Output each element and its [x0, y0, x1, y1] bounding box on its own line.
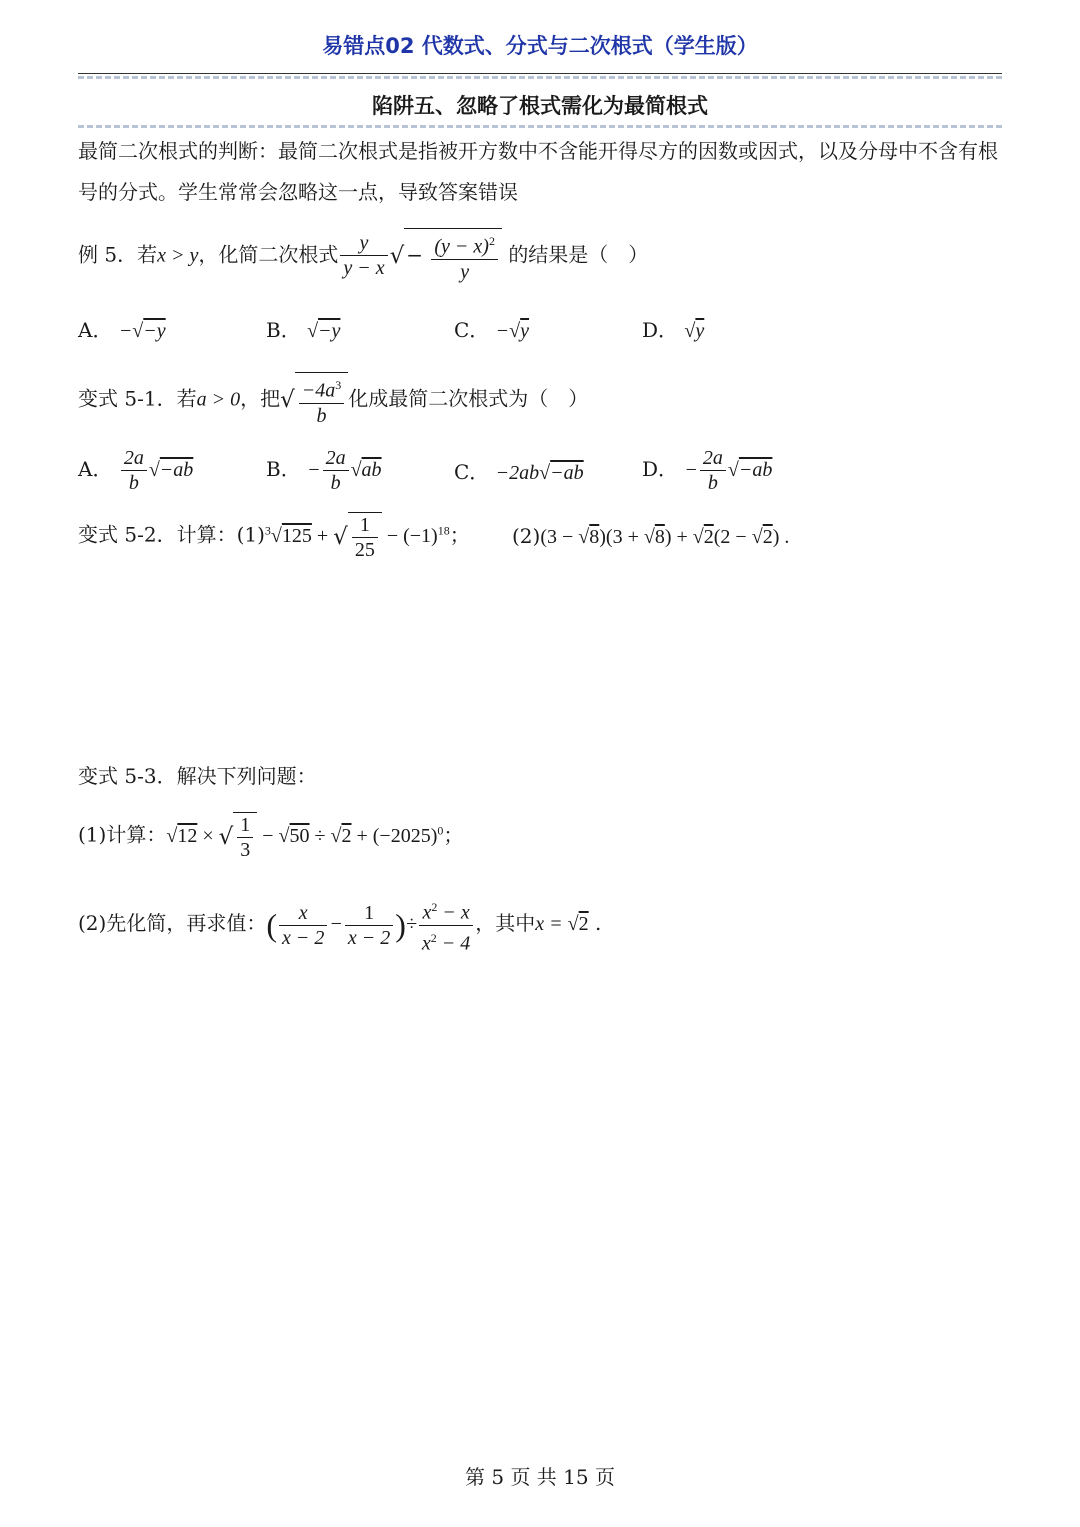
q2-math: ( $\frac{x}{x - 2}$ − $\frac{1}{x - 2}$ )÷ $\frac{x^2 - x}{x^2 - 4}$: [266, 913, 475, 935]
dashed-divider-bottom: [78, 125, 1002, 128]
intro-paragraph: 最简二次根式的判断：最简二次根式是指被开方数中不含能开得尽方的因数或因式，以及分母中不含有根号的分式。学生常常会忽略这一点，导致答案错误: [78, 139, 998, 204]
dashed-divider-top: [78, 76, 1002, 79]
variant-5-2-part-2-label: (2): [512, 524, 541, 548]
variant-5-1-text-mid: ，把: [240, 386, 281, 411]
variant-5-1-text-end: 化成最简二次根式为（ ）: [348, 386, 589, 411]
variant-5-2-label: 变式 5-2．计算：(1): [78, 522, 265, 547]
variant-5-1-label: 变式 5-1．若: [78, 386, 197, 411]
header-rule: [78, 73, 1002, 74]
q1-math: √12 × √ $\frac{1}{3}$ − $√50 \div √2 + (-2025)^0$；: [166, 814, 464, 861]
variant-5-2-question: [78, 512, 470, 562]
expression-2-math: (3 − √8)(3 + √8) + √2(2 − √2) .: [540, 526, 790, 548]
example-5-question: [78, 228, 648, 284]
condition-math: a > 0: [196, 388, 241, 411]
section-heading: 陷阱五、忽略了根式需化为最简根式: [372, 94, 708, 118]
fraction-math: $\frac{y}{y - x}$: [340, 231, 387, 280]
condition-math: x > y: [157, 244, 199, 267]
q2-label: (2)先化简，再求值：: [78, 910, 267, 935]
radical-math: √ − $\frac{(y - x)^2}{y}$: [390, 228, 502, 284]
variant-5-2-part-2: [512, 524, 789, 549]
page-footer: 第 5 页 共 15 页: [465, 1465, 615, 1489]
variant-5-1-option-c: C． −2ab√−ab: [454, 460, 584, 484]
radical-math: √ $\frac{-4a^3}{b}$: [280, 372, 348, 428]
expression-1-math: $^3$√125 + √ $\frac{1}{25}$ − $(-1)^{18}$；: [264, 514, 470, 561]
example-5-text-end: 的结果是（ ）: [508, 242, 649, 267]
example-5-option-d: D． √y: [642, 318, 705, 342]
q2-text-mid: ，其中: [475, 910, 536, 935]
example-5-option-b: B． √−y: [266, 318, 341, 342]
variant-5-3-label: 变式 5-3．解决下列问题：: [78, 764, 317, 788]
q2-value-math: x = √2: [535, 912, 589, 935]
example-5-text-mid: ，化简二次根式: [198, 242, 339, 267]
example-5-option-a: A． −√−y: [78, 318, 166, 342]
variant-5-1-question: [78, 372, 588, 428]
q1-label: (1)计算：: [78, 822, 167, 847]
example-5-label: 例 5．若: [78, 242, 158, 267]
variant-5-3-q1: [78, 812, 463, 862]
variant-5-1-option-a: A． $\frac{2a}{b}$ √−ab: [78, 447, 194, 494]
example-5-option-c: C． −√y: [454, 318, 530, 342]
variant-5-1-option-d: D． − $\frac{2a}{b}$ √−ab: [642, 447, 773, 494]
page-header-title: 易错点02 代数式、分式与二次根式（学生版）: [322, 34, 758, 58]
variant-5-3-q2: (2)先化简，再求值：( $\frac{x}{x - 2}$ − $\frac{1}{x - 2}$ )÷ $\frac{x^2 - x}{x^2 - 4}$ ，其中x = √2 .: [78, 895, 601, 955]
variant-5-1-option-b: B． − $\frac{2a}{b}$ √ab: [266, 447, 382, 494]
